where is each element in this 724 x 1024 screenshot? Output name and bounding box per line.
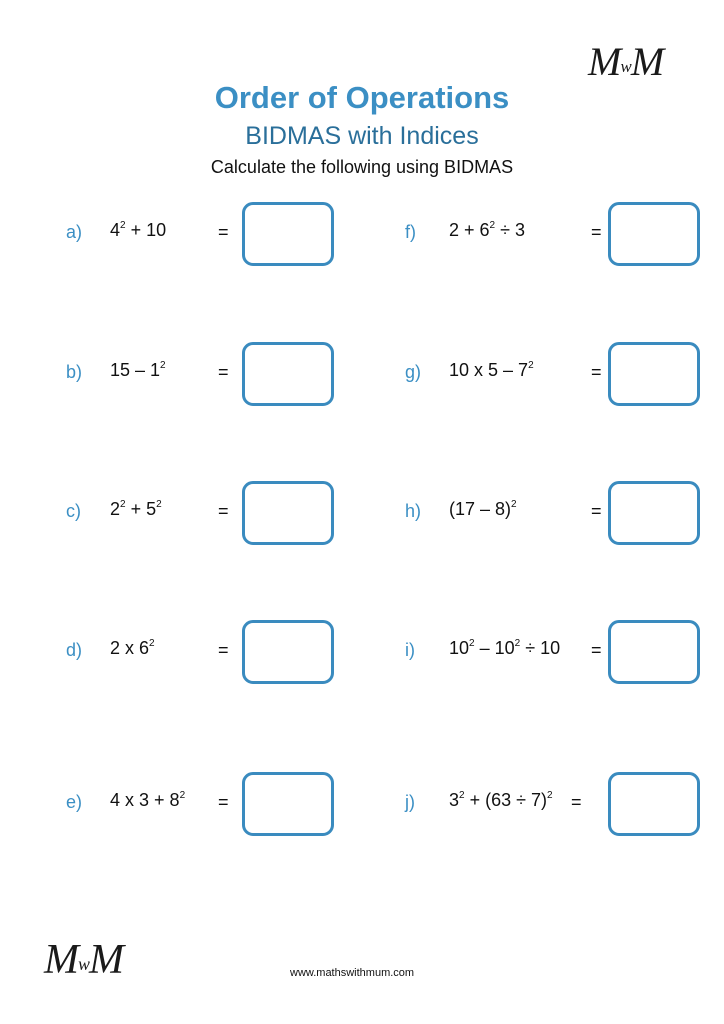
equals-sign: = [218, 501, 229, 521]
logo-letter-w: w [620, 57, 632, 77]
instructions: Calculate the following using BIDMAS [210, 157, 514, 177]
question-expression: $3^2 + (63 \div 7)^2$ [449, 790, 553, 810]
equals-sign: = [591, 501, 602, 521]
question-label: f) [405, 222, 416, 242]
answer-box[interactable] [242, 772, 334, 836]
page-title: Order of Operations [214, 80, 510, 115]
question-label: c) [66, 501, 81, 521]
equals-sign: = [591, 222, 602, 242]
question-expression: $4^2 + 10$ [110, 220, 167, 240]
logo-letter-m: M [588, 39, 622, 84]
answer-box[interactable] [608, 772, 700, 836]
question-expression: 4 x $3 + 8^2$ [110, 790, 186, 810]
answer-box[interactable] [608, 481, 700, 545]
question-expression: $10^2 - 10^2 \div 10$ [449, 638, 561, 658]
logo-letter-m: M [44, 937, 79, 983]
logo-letter-w: w [78, 954, 90, 975]
answer-box[interactable] [608, 342, 700, 406]
logo-letter-m: M [89, 937, 125, 983]
answer-box[interactable] [608, 202, 700, 266]
answer-box[interactable] [608, 620, 700, 684]
equals-sign: = [591, 640, 602, 660]
equals-sign: = [591, 362, 602, 382]
mathswithmum-logo [588, 38, 664, 85]
question-label: a) [66, 222, 83, 242]
question-expression: $2^2 + 5^2$ [110, 499, 162, 519]
answer-box[interactable] [242, 481, 334, 545]
equals-sign: = [218, 640, 229, 660]
question-label: b) [66, 362, 83, 382]
footer-url: www.mathswithmum.com [290, 967, 415, 979]
answer-box[interactable] [242, 342, 334, 406]
question-expression: (17 – 8)$^2$ [449, 499, 517, 519]
equals-sign: = [218, 362, 229, 382]
question-label: j) [405, 792, 415, 812]
question-expression: $15 - 1^2$ [110, 360, 166, 380]
question-expression: $2 + 6^2 \div 3$ [449, 220, 526, 240]
equals-sign: = [571, 792, 582, 812]
mathswithmum-logo [44, 936, 124, 984]
question-label: h) [405, 501, 422, 521]
equals-sign: = [218, 792, 229, 812]
equals-sign: = [218, 222, 229, 242]
logo-letter-m: M [630, 39, 665, 84]
question-label: i) [405, 640, 415, 660]
question-label: d) [66, 640, 83, 660]
question-expression: 2 x $6^2$ [110, 638, 155, 658]
question-expression: 10 x $5 - 7^2$ [449, 360, 534, 380]
page-subtitle: BIDMAS with Indices [245, 122, 479, 150]
question-label: e) [66, 792, 83, 812]
question-label: g) [405, 362, 422, 382]
answer-box[interactable] [242, 620, 334, 684]
answer-box[interactable] [242, 202, 334, 266]
